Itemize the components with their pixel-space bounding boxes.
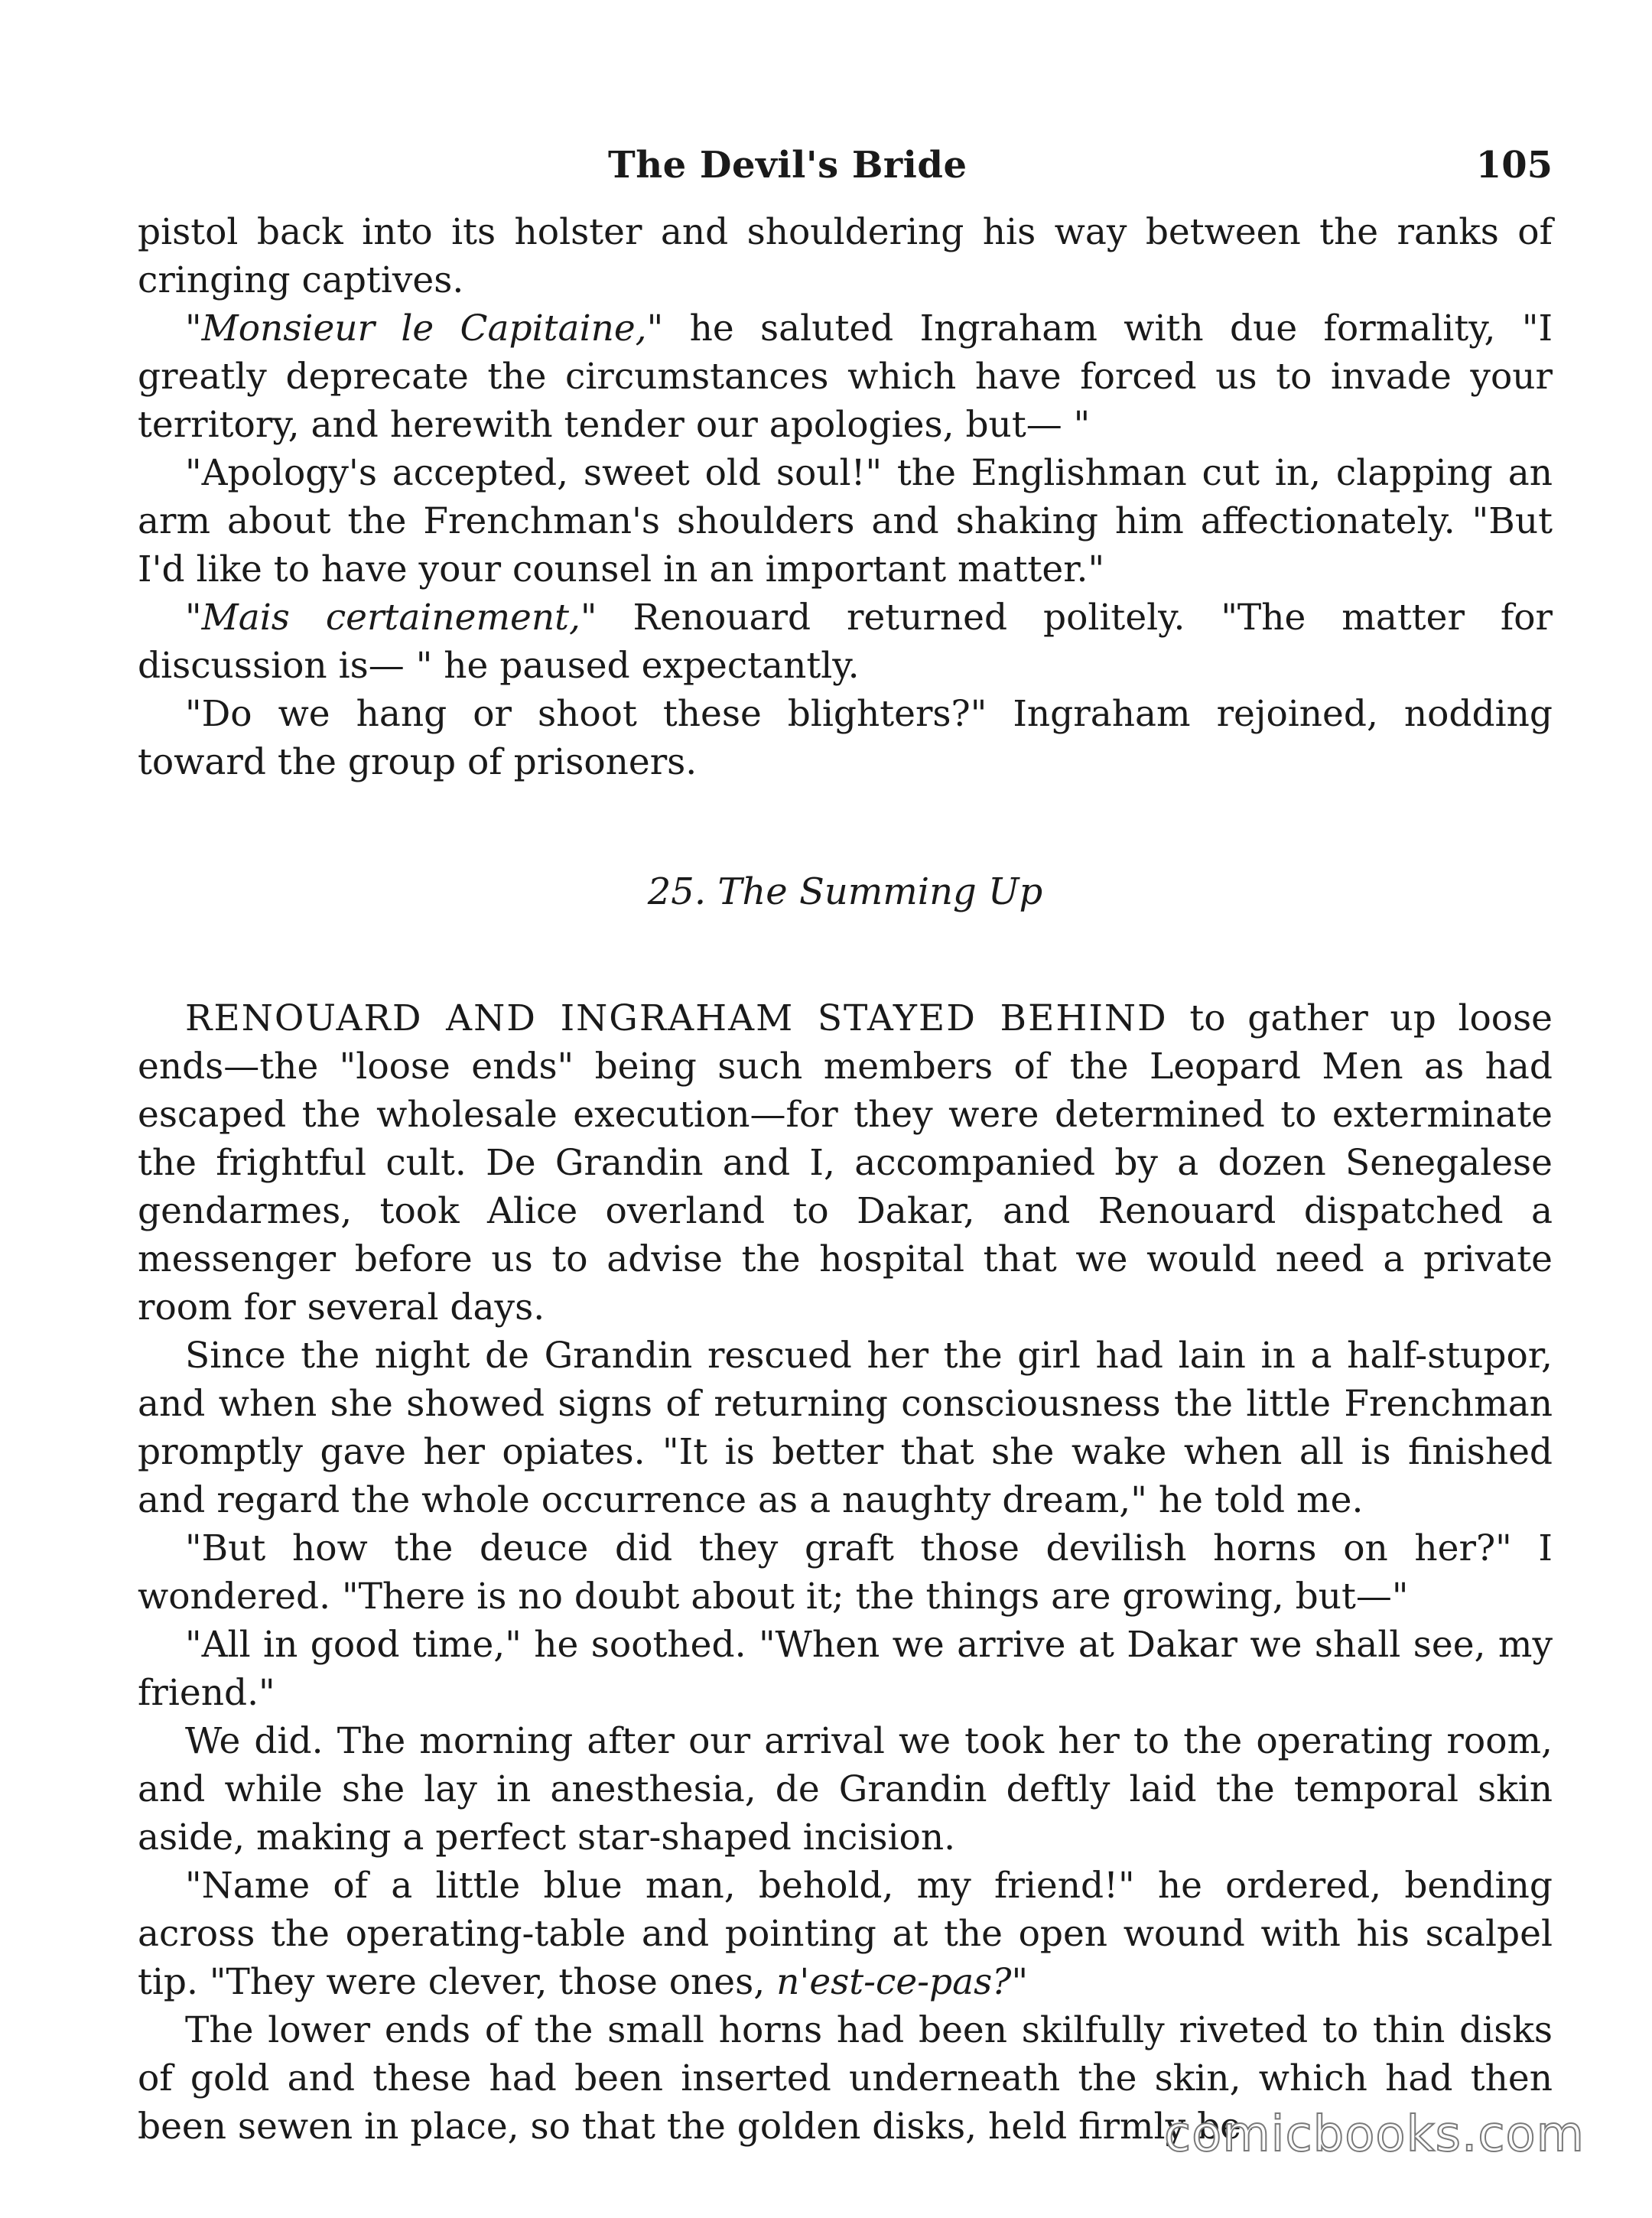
paragraph-2	[138, 304, 1553, 449]
running-title: The Devil's Bride	[608, 144, 967, 187]
paragraph-5: "Do we hang or shoot these blighters?" Ingraham rejoined, nodding toward the group of prisoners.	[138, 693, 1553, 783]
page-number: 105	[1475, 144, 1553, 187]
paragraph-11-italic: n'est-ce-pas?"	[776, 1961, 1029, 2003]
paragraph-4-text: Renouard returned politely. "The matter for discussion is— " he paused expectantly.	[138, 597, 1553, 687]
paragraph-11	[138, 1862, 1553, 2006]
paragraph-4-italic: "Mais certainement,"	[185, 597, 597, 639]
paragraph-1: pistol back into its holster and shouldering his way between the ranks of cringing captives.	[138, 211, 1553, 301]
paragraph-9: "All in good time," he soothed. "When we arrive at Dakar we shall see, my friend."	[138, 1624, 1553, 1714]
text-block	[138, 208, 1553, 2151]
paragraph-8: "But how the deuce did they graft those devilish horns on her?" I wondered. "There is no doubt about it; the things are growing, but—"	[138, 1527, 1553, 1618]
running-head	[138, 144, 1553, 197]
paragraph-2-text: he saluted Ingraham with due formality, "I greatly deprecate the circumstances which have forced us to invade your territory, and herewith tender our apologies, but— "	[138, 307, 1553, 446]
paragraph-11-text: "Name of a little blue man, behold, my friend!" he ordered, bending across the operating-table and pointing at the open wound with his scalpel tip. "They were clever, those ones,	[138, 1865, 1553, 2003]
chapter-heading: 25. The Summing Up	[647, 870, 1043, 913]
paragraph-2-italic: "Monsieur le Capitaine,"	[185, 307, 664, 350]
paragraph-12: The lower ends of the small horns had been skilfully riveted to thin disks of gold and these had been inserted underneath the skin, which had then been sewen in place, so that the golden disks, held firmly be-	[138, 2009, 1553, 2148]
paragraph-6	[138, 994, 1553, 1332]
paragraph-3: "Apology's accepted, sweet old soul!" the Englishman cut in, clapping an arm about the Frenchman's shoulders and shaking him affectionately. "But I'd like to have your counsel in an important matter."	[138, 452, 1553, 590]
paragraph-6-text: to gather up loose ends—the "loose ends" being such members of the Leopard Men as had escaped the wholesale execution—for they were determined to exterminate the frightful cult. De Grandin and I, accompanied by a dozen Senegalese gendarmes, took Alice overland to Dakar, and Renouard dispatched a messenger before us to advise the hospital that we would need a private room for several days.	[138, 997, 1553, 1329]
paragraph-4	[138, 594, 1553, 690]
paragraph-6-caps: RENOUARD AND INGRAHAM STAYED BEHIND	[185, 997, 1168, 1039]
paragraph-7: Since the night de Grandin rescued her the girl had lain in a half-stupor, and when she showed signs of returning consciousness the little Frenchman promptly gave her opiates. "It is better that she wake when all is finished and regard the whole occurrence as a naughty dream," he told me.	[138, 1335, 1553, 1521]
paragraph-10: We did. The morning after our arrival we took her to the operating room, and while she lay in anesthesia, de Grandin deftly laid the temporal skin aside, making a perfect star-shaped incision.	[138, 1720, 1553, 1859]
watermark: comicbooks.com	[1163, 2106, 1585, 2163]
